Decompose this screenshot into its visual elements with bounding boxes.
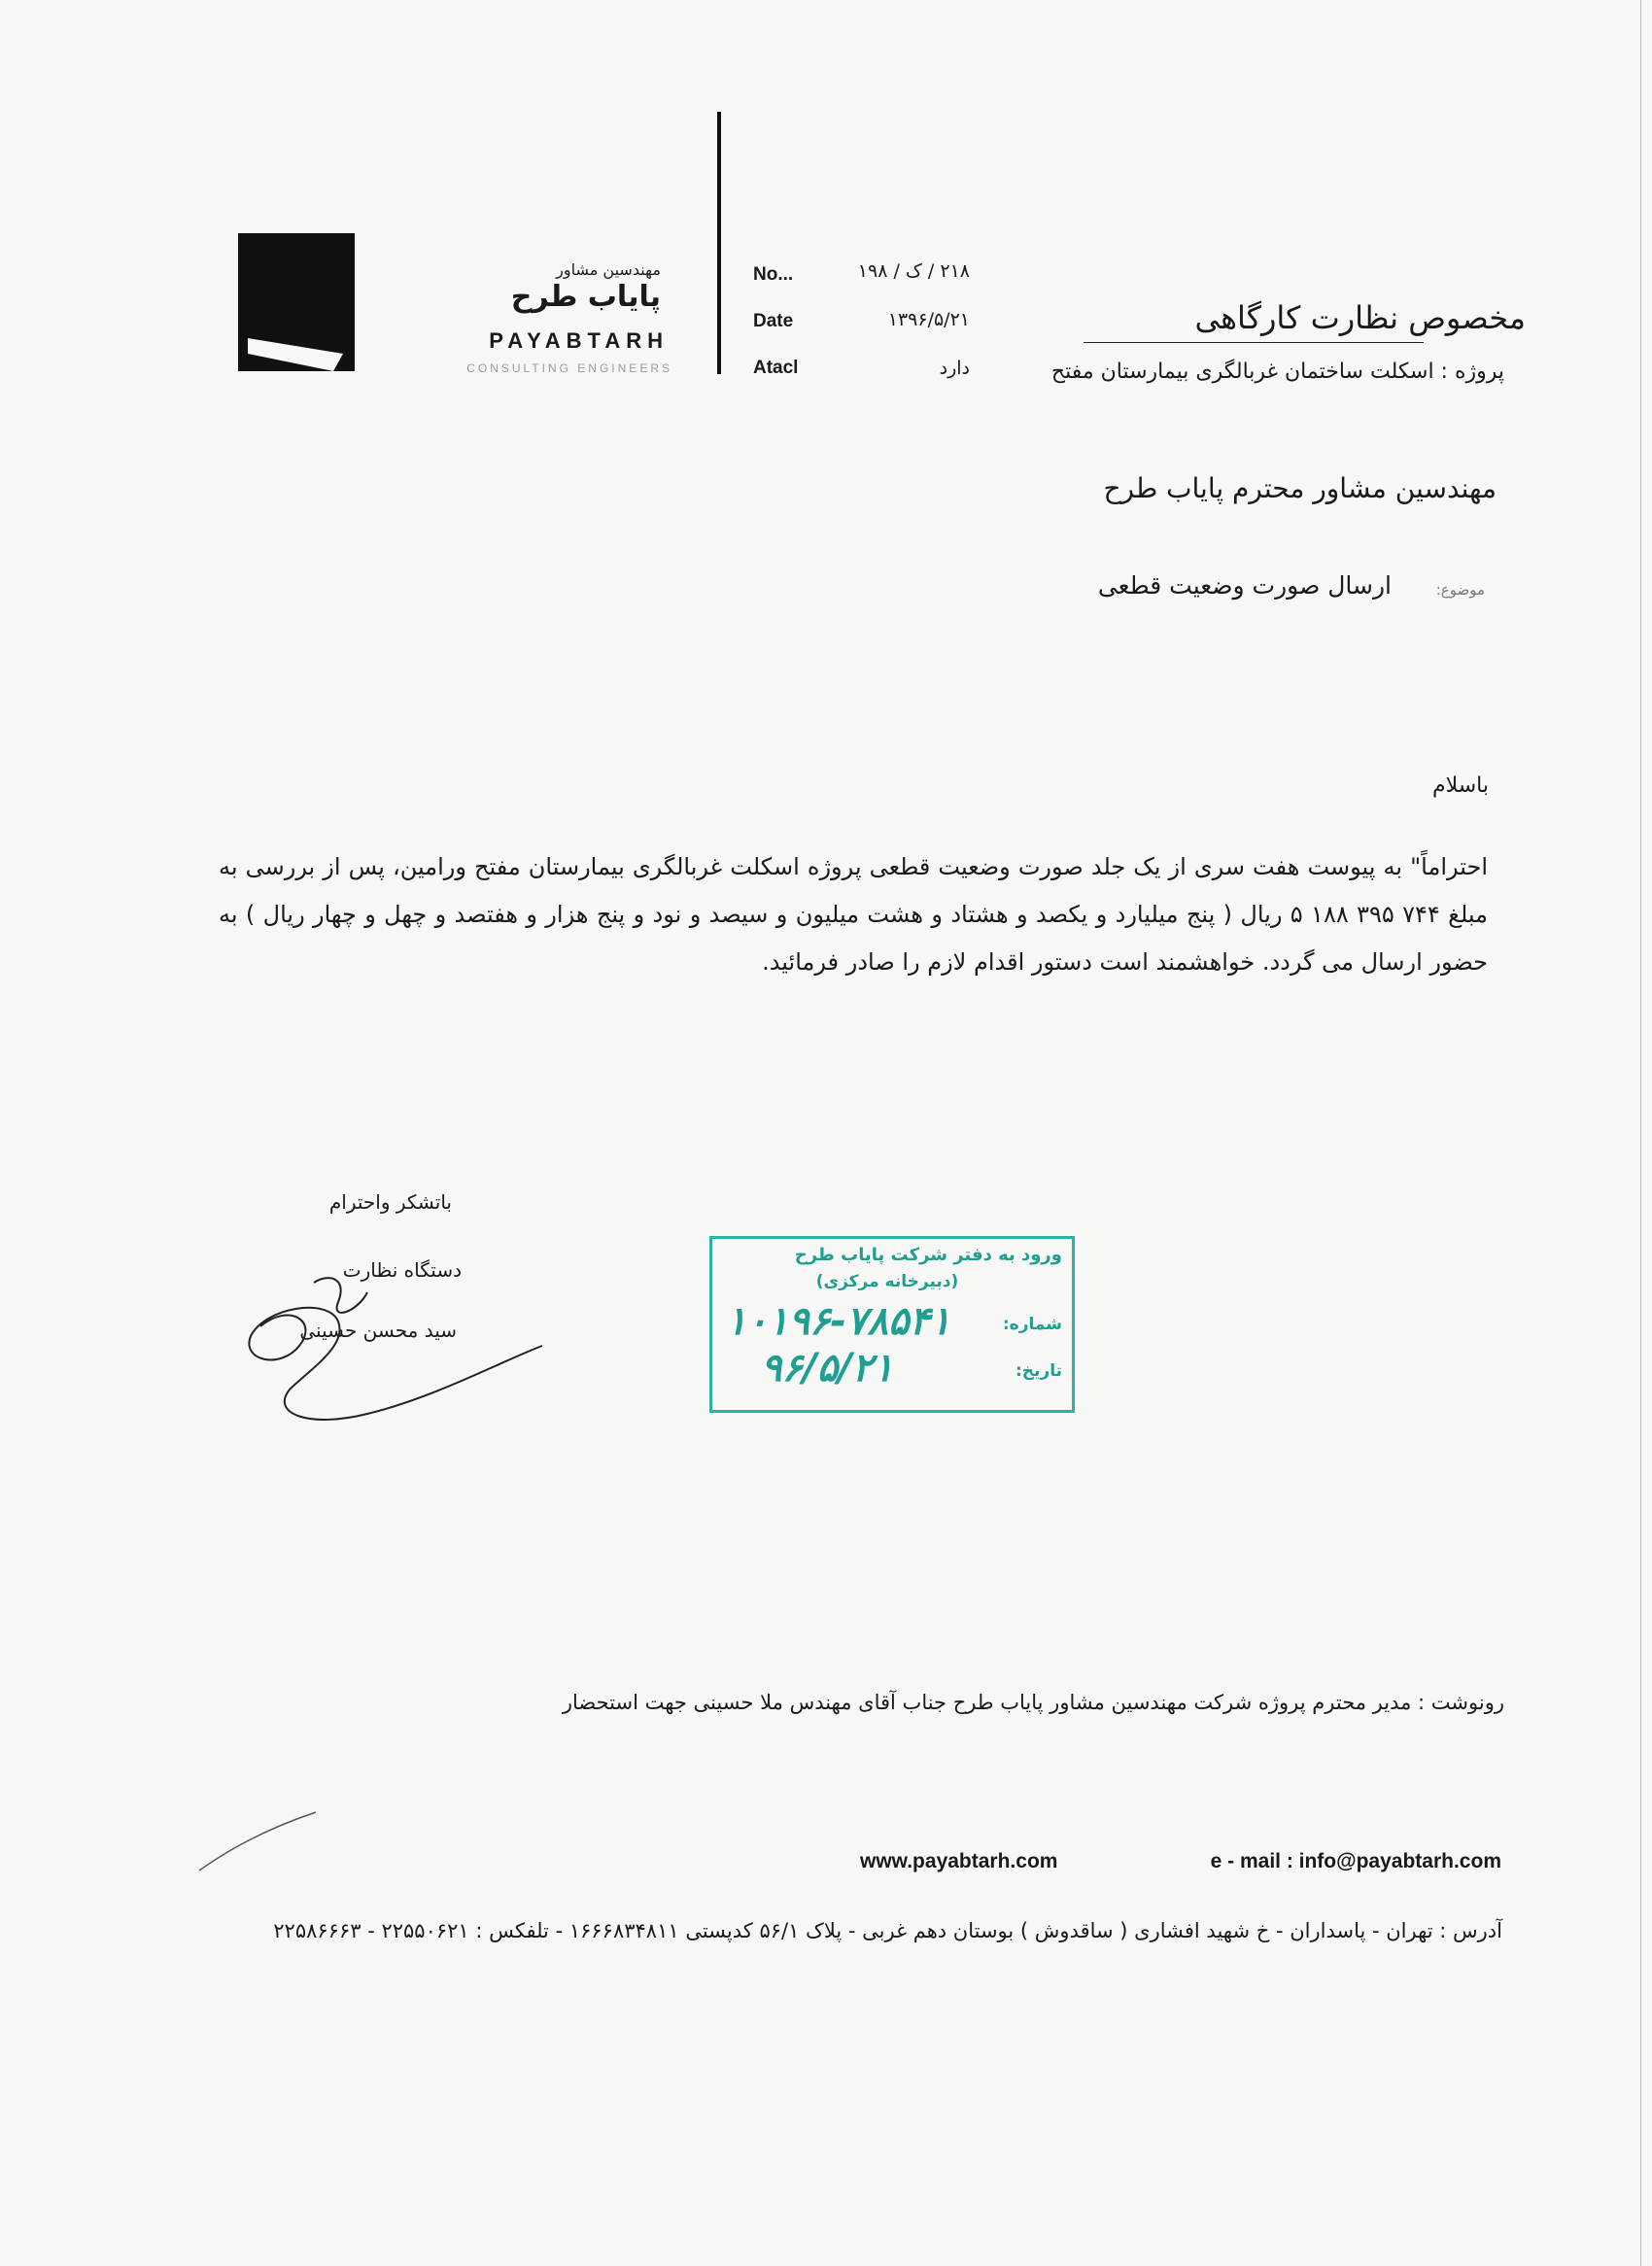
logo-mark-icon [238, 233, 355, 371]
stamp-number-value: ۱۰۱۹۶-۷۸۵۴۱ [726, 1299, 951, 1344]
registration-stamp [709, 1236, 1075, 1413]
postal-address: آدرس : تهران - پاسداران - خ شهید افشاری ( ساقدوش ) بوستان دهم غربی - پلاک ۵۶/۱ کدپستی ۱۶۶۶۸۳۴۸۱۱ - تلفکس : ۲۲۵۵۰۶۲۱ - ۲۲۵۸۶۶۶۳ [273, 1919, 1502, 1942]
company-logo [238, 233, 355, 371]
stamp-title: ورود به دفتر شرکت پایاب طرح [794, 1245, 1062, 1265]
attachment-label: Atacl [753, 358, 799, 378]
carbon-copy-line: رونوشت : مدیر محترم پروژه شرکت مهندسین مشاور پایاب طرح جناب آقای مهندس ملا حسینی جهت استحضار [562, 1691, 1504, 1714]
website-link[interactable]: www.payabtarh.com [860, 1850, 1058, 1872]
email-link[interactable]: e - mail : info@payabtarh.com [1210, 1850, 1501, 1872]
header-divider [717, 112, 721, 374]
letter-date-label: Date [753, 311, 794, 331]
attachment-value: دارد [939, 358, 970, 379]
signature-name: سید محسن حسینی [299, 1319, 457, 1342]
letter-number-value: ۲۱۸ / ک / ۱۹۸ [857, 260, 970, 282]
stamp-number-label: شماره: [1002, 1315, 1062, 1334]
letter-body: احتراماً" به پیوست هفت سری از یک جلد صورت وضعیت قطعی پروژه اسکلت غربالگری بیمارستان مفتح ورامین، پس از بررسی به مبلغ ۷۴۴ ۳۹۵ ۱۸۸ ۵ ریال ( پنج میلیارد و یکصد و هشتاد و هشت میلیون و سیصد و نود و پنج هزار و هفتصد و چهل و چهار ریال ) به حضور ارسال می گردد. خواهشمند است دستور اقدام لازم را صادر فرمائید. [219, 853, 1488, 976]
project-line: پروژه : اسکلت ساختمان غربالگری بیمارستان مفتح [1050, 360, 1504, 384]
letter-date-value: ۱۳۹۶/۵/۲۱ [887, 309, 970, 330]
company-sub-label: مهندسین مشاور [556, 260, 661, 279]
pen-mark-icon [194, 1807, 321, 1875]
header-title-underline [1084, 342, 1424, 343]
subject-label: موضوع: [1435, 581, 1485, 599]
greeting: باسلام [1431, 773, 1489, 798]
header-title: مخصوص نظارت کارگاهی [1194, 299, 1526, 336]
handwritten-signature-icon [222, 1253, 552, 1438]
signature-department: دستگاه نظارت [342, 1258, 462, 1282]
stamp-subtitle: (دبیرخانه مرکزی) [815, 1272, 959, 1291]
company-latin-name: PAYABTARH [489, 328, 669, 353]
recipient: مهندسین مشاور محترم پایاب طرح [1103, 472, 1497, 504]
company-name: پایاب طرح [510, 280, 661, 314]
page-edge-line [1640, 0, 1641, 2266]
subject: ارسال صورت وضعیت قطعی [1097, 571, 1392, 600]
letter-number-label: No... [753, 264, 794, 285]
stamp-date-value: ۹۶/۵/۲۱ [761, 1346, 894, 1390]
company-latin-sub: CONSULTING ENGINEERS [466, 361, 672, 375]
signature-closing: باتشکر واحترام [328, 1190, 452, 1214]
stamp-date-label: تاریخ: [1015, 1361, 1062, 1381]
